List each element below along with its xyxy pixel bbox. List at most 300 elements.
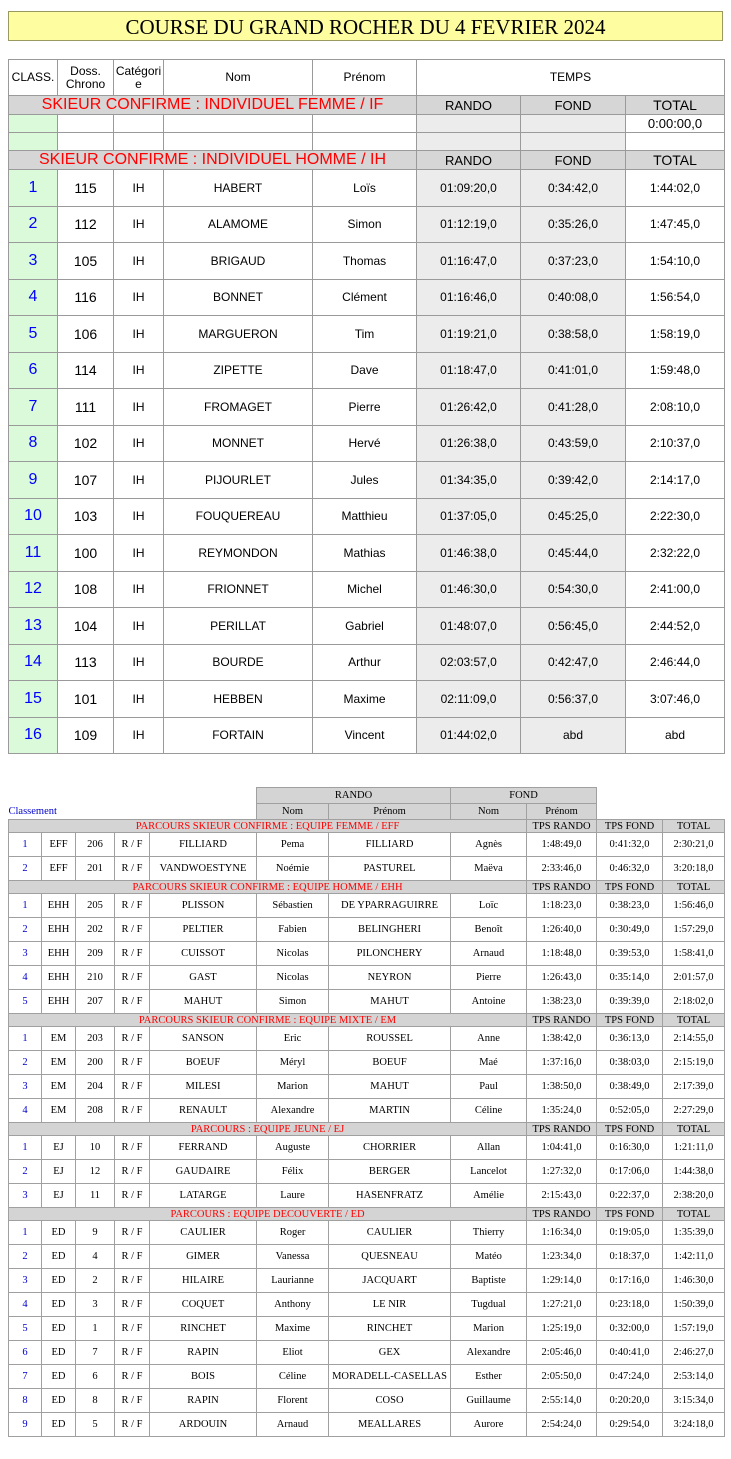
dossard: 7 <box>76 1341 115 1365</box>
fond-prenom: Allan <box>451 1136 527 1160</box>
category: IH <box>114 316 164 353</box>
prenom: Dave <box>313 352 417 389</box>
discipline: R / F <box>115 1221 150 1245</box>
tps-rando: 1:29:14,0 <box>527 1269 597 1293</box>
rando-prenom: Nicolas <box>257 966 329 990</box>
rando-prenom: Anthony <box>257 1293 329 1317</box>
rank: 4 <box>9 1293 42 1317</box>
empty-row <box>9 133 725 151</box>
category: ED <box>42 1245 76 1269</box>
rando-nom: CAULIER <box>150 1221 257 1245</box>
tps-fond: 0:39:39,0 <box>597 990 663 1014</box>
dossard: 108 <box>58 571 114 608</box>
rando-prenom: Noémie <box>257 857 329 881</box>
time-rando: 01:26:38,0 <box>417 425 521 462</box>
fond-prenom: Marion <box>451 1317 527 1341</box>
col-tps-fond: TPS FOND <box>597 881 663 894</box>
tps-rando: 1:18:48,0 <box>527 942 597 966</box>
class-rank: 2 <box>9 206 58 243</box>
tps-rando: 1:18:23,0 <box>527 894 597 918</box>
dossard: 206 <box>76 833 115 857</box>
fond-prenom: Lancelot <box>451 1160 527 1184</box>
prenom: Maxime <box>313 681 417 718</box>
rando-nom: GAST <box>150 966 257 990</box>
dossard: 105 <box>58 243 114 280</box>
rank: 1 <box>9 894 42 918</box>
prenom: Tim <box>313 316 417 353</box>
table-row <box>9 1341 725 1365</box>
tps-fond: 0:36:13,0 <box>597 1027 663 1051</box>
category: IH <box>114 243 164 280</box>
col-rando: RANDO <box>417 151 521 170</box>
dossard: 8 <box>76 1389 115 1413</box>
fond-nom: GEX <box>329 1341 451 1365</box>
rando-prenom: Eliot <box>257 1341 329 1365</box>
fond-prenom: Loïc <box>451 894 527 918</box>
tps-fond: 0:47:24,0 <box>597 1365 663 1389</box>
nom: REYMONDON <box>164 535 313 572</box>
class-rank: 3 <box>9 243 58 280</box>
tps-fond: 0:29:54,0 <box>597 1413 663 1437</box>
table-row <box>9 498 725 535</box>
fond-prenom: Thierry <box>451 1221 527 1245</box>
fond-nom: JACQUART <box>329 1269 451 1293</box>
rando-nom: GIMER <box>150 1245 257 1269</box>
dossard: 112 <box>58 206 114 243</box>
time-fond: 0:56:45,0 <box>521 608 626 645</box>
table-row <box>9 425 725 462</box>
category: EM <box>42 1051 76 1075</box>
fond-nom: ROUSSEL <box>329 1027 451 1051</box>
col-tps-fond: TPS FOND <box>597 1208 663 1221</box>
nom: FRIONNET <box>164 571 313 608</box>
rando-nom: LATARGE <box>150 1184 257 1208</box>
tps-fond: 0:32:00,0 <box>597 1317 663 1341</box>
total: 1:46:30,0 <box>663 1269 725 1293</box>
category: IH <box>114 608 164 645</box>
discipline: R / F <box>115 1160 150 1184</box>
dossard: 102 <box>58 425 114 462</box>
class-rank: 16 <box>9 717 58 754</box>
tps-fond: 0:39:53,0 <box>597 942 663 966</box>
rank: 9 <box>9 1413 42 1437</box>
dossard: 114 <box>58 352 114 389</box>
dossard: 209 <box>76 942 115 966</box>
nom: FORTAIN <box>164 717 313 754</box>
rank: 5 <box>9 1317 42 1341</box>
table-row <box>9 1245 725 1269</box>
time-fond: 0:34:42,0 <box>521 170 626 207</box>
rank: 3 <box>9 1075 42 1099</box>
col-fond: FOND <box>521 151 626 170</box>
time-total: 2:41:00,0 <box>626 571 725 608</box>
prenom: Loïs <box>313 170 417 207</box>
class-rank: 12 <box>9 571 58 608</box>
dossard: 115 <box>58 170 114 207</box>
nom: MARGUERON <box>164 316 313 353</box>
fond-nom: BERGER <box>329 1160 451 1184</box>
tps-fond: 0:17:16,0 <box>597 1269 663 1293</box>
fond-prenom: Maëva <box>451 857 527 881</box>
fond-nom: HASENFRATZ <box>329 1184 451 1208</box>
time-total: 1:58:19,0 <box>626 316 725 353</box>
dossard: 5 <box>76 1413 115 1437</box>
rando-prenom: Florent <box>257 1389 329 1413</box>
table-row <box>9 1184 725 1208</box>
total: 2:27:29,0 <box>663 1099 725 1123</box>
time-total: 2:08:10,0 <box>626 389 725 426</box>
nom: MONNET <box>164 425 313 462</box>
section-header <box>9 820 725 833</box>
col-total: TOTAL <box>626 96 725 115</box>
total: 3:15:34,0 <box>663 1389 725 1413</box>
discipline: R / F <box>115 1413 150 1437</box>
tps-rando: 1:37:16,0 <box>527 1051 597 1075</box>
total: 1:50:39,0 <box>663 1293 725 1317</box>
time-rando: 01:37:05,0 <box>417 498 521 535</box>
dossard: 200 <box>76 1051 115 1075</box>
total: 1:58:41,0 <box>663 942 725 966</box>
time-rando: 01:09:20,0 <box>417 170 521 207</box>
tps-rando: 1:38:42,0 <box>527 1027 597 1051</box>
total: 2:18:02,0 <box>663 990 725 1014</box>
rando-prenom: Roger <box>257 1221 329 1245</box>
dossard: 107 <box>58 462 114 499</box>
rank: 2 <box>9 1051 42 1075</box>
dossard: 3 <box>76 1293 115 1317</box>
rank: 1 <box>9 1027 42 1051</box>
table-row <box>9 1317 725 1341</box>
category: IH <box>114 462 164 499</box>
time-rando: 01:16:47,0 <box>417 243 521 280</box>
dossard: 11 <box>76 1184 115 1208</box>
header-temps: TEMPS <box>417 60 725 96</box>
rando-nom-header: Nom <box>257 804 329 820</box>
tps-fond: 0:41:32,0 <box>597 833 663 857</box>
category: IH <box>114 206 164 243</box>
table-row <box>9 833 725 857</box>
rando-prenom: Arnaud <box>257 1413 329 1437</box>
tps-fond: 0:20:20,0 <box>597 1389 663 1413</box>
time-fond: 0:45:44,0 <box>521 535 626 572</box>
time-rando: 01:16:46,0 <box>417 279 521 316</box>
discipline: R / F <box>115 1269 150 1293</box>
dossard: 2 <box>76 1269 115 1293</box>
rando-nom: HILAIRE <box>150 1269 257 1293</box>
prenom: Arthur <box>313 644 417 681</box>
rando-nom: BOEUF <box>150 1051 257 1075</box>
class-rank: 6 <box>9 352 58 389</box>
category: IH <box>114 425 164 462</box>
discipline: R / F <box>115 990 150 1014</box>
time-total: 2:22:30,0 <box>626 498 725 535</box>
section-title: PARCOURS SKIEUR CONFIRME : EQUIPE MIXTE / EM <box>9 1014 527 1027</box>
rando-prenom: Sébastien <box>257 894 329 918</box>
class-rank: 5 <box>9 316 58 353</box>
table-row <box>9 1365 725 1389</box>
class-rank: 1 <box>9 170 58 207</box>
section-title: SKIEUR CONFIRME : INDIVIDUEL FEMME / IF <box>9 96 417 115</box>
tps-fond: 0:16:30,0 <box>597 1136 663 1160</box>
total: 2:14:55,0 <box>663 1027 725 1051</box>
time-rando: 01:18:47,0 <box>417 352 521 389</box>
header-category: Catégori e <box>114 60 164 96</box>
rando-nom: SANSON <box>150 1027 257 1051</box>
table-row <box>9 717 725 754</box>
category: EM <box>42 1027 76 1051</box>
header-class: CLASS. <box>9 60 58 96</box>
time-total: 2:32:22,0 <box>626 535 725 572</box>
rank: 2 <box>9 1245 42 1269</box>
col-total: TOTAL <box>663 881 725 894</box>
fond-prenom: Agnès <box>451 833 527 857</box>
rando-prenom: Méryl <box>257 1051 329 1075</box>
category: ED <box>42 1413 76 1437</box>
nom: PERILLAT <box>164 608 313 645</box>
time-fond: 0:40:08,0 <box>521 279 626 316</box>
group-rando: RANDO <box>257 788 451 804</box>
section-title: PARCOURS SKIEUR CONFIRME : EQUIPE FEMME / EFF <box>9 820 527 833</box>
tps-rando: 2:15:43,0 <box>527 1184 597 1208</box>
dossard: 207 <box>76 990 115 1014</box>
rando-nom: FILLIARD <box>150 833 257 857</box>
fond-prenom-header: Prénom <box>527 804 597 820</box>
total: 2:01:57,0 <box>663 966 725 990</box>
fond-nom: DE YPARRAGUIRRE <box>329 894 451 918</box>
tps-fond: 0:38:49,0 <box>597 1075 663 1099</box>
col-total: TOTAL <box>663 1014 725 1027</box>
total: 2:15:19,0 <box>663 1051 725 1075</box>
rank: 8 <box>9 1389 42 1413</box>
rank: 5 <box>9 990 42 1014</box>
class-rank: 4 <box>9 279 58 316</box>
category: IH <box>114 535 164 572</box>
fond-prenom: Maé <box>451 1051 527 1075</box>
tps-rando: 1:48:49,0 <box>527 833 597 857</box>
rank: 1 <box>9 833 42 857</box>
fond-nom: COSO <box>329 1389 451 1413</box>
tps-fond: 0:38:23,0 <box>597 894 663 918</box>
discipline: R / F <box>115 1245 150 1269</box>
discipline: R / F <box>115 1341 150 1365</box>
category: IH <box>114 498 164 535</box>
fond-nom: MARTIN <box>329 1099 451 1123</box>
tps-rando: 1:38:23,0 <box>527 990 597 1014</box>
header-nom: Nom <box>164 60 313 96</box>
subheader-row <box>9 804 725 820</box>
nom: ZIPETTE <box>164 352 313 389</box>
col-tps-rando: TPS RANDO <box>527 1014 597 1027</box>
time-fond: 0:45:25,0 <box>521 498 626 535</box>
table-row <box>9 389 725 426</box>
time-total: 2:10:37,0 <box>626 425 725 462</box>
table-row <box>9 1027 725 1051</box>
tps-fond: 0:30:49,0 <box>597 918 663 942</box>
category: ED <box>42 1341 76 1365</box>
dossard: 12 <box>76 1160 115 1184</box>
dossard: 101 <box>58 681 114 718</box>
fond-prenom: Paul <box>451 1075 527 1099</box>
class-rank: 9 <box>9 462 58 499</box>
dossard: 116 <box>58 279 114 316</box>
time-total: 1:56:54,0 <box>626 279 725 316</box>
individual-results-table <box>8 59 725 754</box>
nom: ALAMOME <box>164 206 313 243</box>
category: EJ <box>42 1136 76 1160</box>
fond-prenom: Baptiste <box>451 1269 527 1293</box>
time-fond: 0:39:42,0 <box>521 462 626 499</box>
dossard: 100 <box>58 535 114 572</box>
section-title: SKIEUR CONFIRME : INDIVIDUEL HOMME / IH <box>9 151 417 170</box>
time-rando: 01:12:19,0 <box>417 206 521 243</box>
category: ED <box>42 1389 76 1413</box>
table-row <box>9 1293 725 1317</box>
tps-rando: 1:27:32,0 <box>527 1160 597 1184</box>
dossard: 1 <box>76 1317 115 1341</box>
table-row <box>9 462 725 499</box>
rando-nom: BOIS <box>150 1365 257 1389</box>
fond-prenom: Aurore <box>451 1413 527 1437</box>
discipline: R / F <box>115 1317 150 1341</box>
tps-rando: 1:04:41,0 <box>527 1136 597 1160</box>
fond-prenom: Tugdual <box>451 1293 527 1317</box>
rando-prenom: Félix <box>257 1160 329 1184</box>
time-rando: 02:11:09,0 <box>417 681 521 718</box>
fond-nom: LE NIR <box>329 1293 451 1317</box>
rando-prenom: Eric <box>257 1027 329 1051</box>
fond-prenom: Anne <box>451 1027 527 1051</box>
table-row <box>9 681 725 718</box>
category: IH <box>114 644 164 681</box>
col-tps-rando: TPS RANDO <box>527 820 597 833</box>
time-fond: 0:35:26,0 <box>521 206 626 243</box>
fond-prenom: Amélie <box>451 1184 527 1208</box>
time-total: 2:46:44,0 <box>626 644 725 681</box>
rank: 3 <box>9 942 42 966</box>
prenom: Gabriel <box>313 608 417 645</box>
col-rando: RANDO <box>417 96 521 115</box>
tps-fond: 0:17:06,0 <box>597 1160 663 1184</box>
table-row <box>9 1051 725 1075</box>
rando-prenom: Auguste <box>257 1136 329 1160</box>
time-total: 2:44:52,0 <box>626 608 725 645</box>
section-header <box>9 1123 725 1136</box>
nom: HABERT <box>164 170 313 207</box>
category: ED <box>42 1269 76 1293</box>
dossard: 210 <box>76 966 115 990</box>
discipline: R / F <box>115 894 150 918</box>
category: EFF <box>42 833 76 857</box>
prenom: Vincent <box>313 717 417 754</box>
col-total: TOTAL <box>663 1208 725 1221</box>
tps-fond: 0:40:41,0 <box>597 1341 663 1365</box>
section-title: PARCOURS : EQUIPE DECOUVERTE / ED <box>9 1208 527 1221</box>
rando-nom: ARDOUIN <box>150 1413 257 1437</box>
fond-nom: MAHUT <box>329 990 451 1014</box>
rank: 1 <box>9 1136 42 1160</box>
tps-fond: 0:22:37,0 <box>597 1184 663 1208</box>
nom: FROMAGET <box>164 389 313 426</box>
discipline: R / F <box>115 942 150 966</box>
tps-rando: 2:33:46,0 <box>527 857 597 881</box>
rando-nom: PELTIER <box>150 918 257 942</box>
table-row <box>9 571 725 608</box>
prenom: Matthieu <box>313 498 417 535</box>
rank: 4 <box>9 1099 42 1123</box>
rando-prenom: Simon <box>257 990 329 1014</box>
table-row <box>9 918 725 942</box>
discipline: R / F <box>115 966 150 990</box>
tps-rando: 2:55:14,0 <box>527 1389 597 1413</box>
prenom: Pierre <box>313 389 417 426</box>
table-row <box>9 206 725 243</box>
category: IH <box>114 389 164 426</box>
total: 1:21:11,0 <box>663 1136 725 1160</box>
dossard: 113 <box>58 644 114 681</box>
header-doss: Doss. Chrono <box>58 60 114 96</box>
table-row <box>9 894 725 918</box>
discipline: R / F <box>115 1075 150 1099</box>
time-rando: 01:34:35,0 <box>417 462 521 499</box>
total: 1:57:29,0 <box>663 918 725 942</box>
total: 2:17:39,0 <box>663 1075 725 1099</box>
fond-prenom: Arnaud <box>451 942 527 966</box>
table-row <box>9 644 725 681</box>
fond-prenom: Antoine <box>451 990 527 1014</box>
col-tps-rando: TPS RANDO <box>527 881 597 894</box>
discipline: R / F <box>115 1027 150 1051</box>
table-row <box>9 1160 725 1184</box>
col-tps-fond: TPS FOND <box>597 1014 663 1027</box>
fond-nom: FILLIARD <box>329 833 451 857</box>
fond-prenom: Céline <box>451 1099 527 1123</box>
rando-prenom: Vanessa <box>257 1245 329 1269</box>
tps-rando: 1:25:19,0 <box>527 1317 597 1341</box>
prenom: Mathias <box>313 535 417 572</box>
table-row <box>9 1389 725 1413</box>
femme-total: 0:00:00,0 <box>626 115 725 133</box>
rank: 7 <box>9 1365 42 1389</box>
section-title: PARCOURS SKIEUR CONFIRME : EQUIPE HOMME / EHH <box>9 881 527 894</box>
total: 1:56:46,0 <box>663 894 725 918</box>
table-row <box>9 608 725 645</box>
tps-fond: 0:38:03,0 <box>597 1051 663 1075</box>
header-prenom: Prénom <box>313 60 417 96</box>
rando-prenom: Alexandre <box>257 1099 329 1123</box>
category: EJ <box>42 1160 76 1184</box>
discipline: R / F <box>115 1365 150 1389</box>
section-header <box>9 881 725 894</box>
fond-prenom: Matéo <box>451 1245 527 1269</box>
total: 3:24:18,0 <box>663 1413 725 1437</box>
prenom: Hervé <box>313 425 417 462</box>
col-fond: FOND <box>521 96 626 115</box>
prenom: Simon <box>313 206 417 243</box>
nom: HEBBEN <box>164 681 313 718</box>
rank: 3 <box>9 1269 42 1293</box>
tps-fond: 0:19:05,0 <box>597 1221 663 1245</box>
section-header-if <box>9 96 725 115</box>
time-total: 1:47:45,0 <box>626 206 725 243</box>
time-total: 1:59:48,0 <box>626 352 725 389</box>
col-total: TOTAL <box>663 820 725 833</box>
total: 1:57:19,0 <box>663 1317 725 1341</box>
page-title: COURSE DU GRAND ROCHER DU 4 FEVRIER 2024 <box>8 11 723 41</box>
rando-nom: COQUET <box>150 1293 257 1317</box>
dossard: 9 <box>76 1221 115 1245</box>
col-total: TOTAL <box>663 1123 725 1136</box>
tps-rando: 1:27:21,0 <box>527 1293 597 1317</box>
